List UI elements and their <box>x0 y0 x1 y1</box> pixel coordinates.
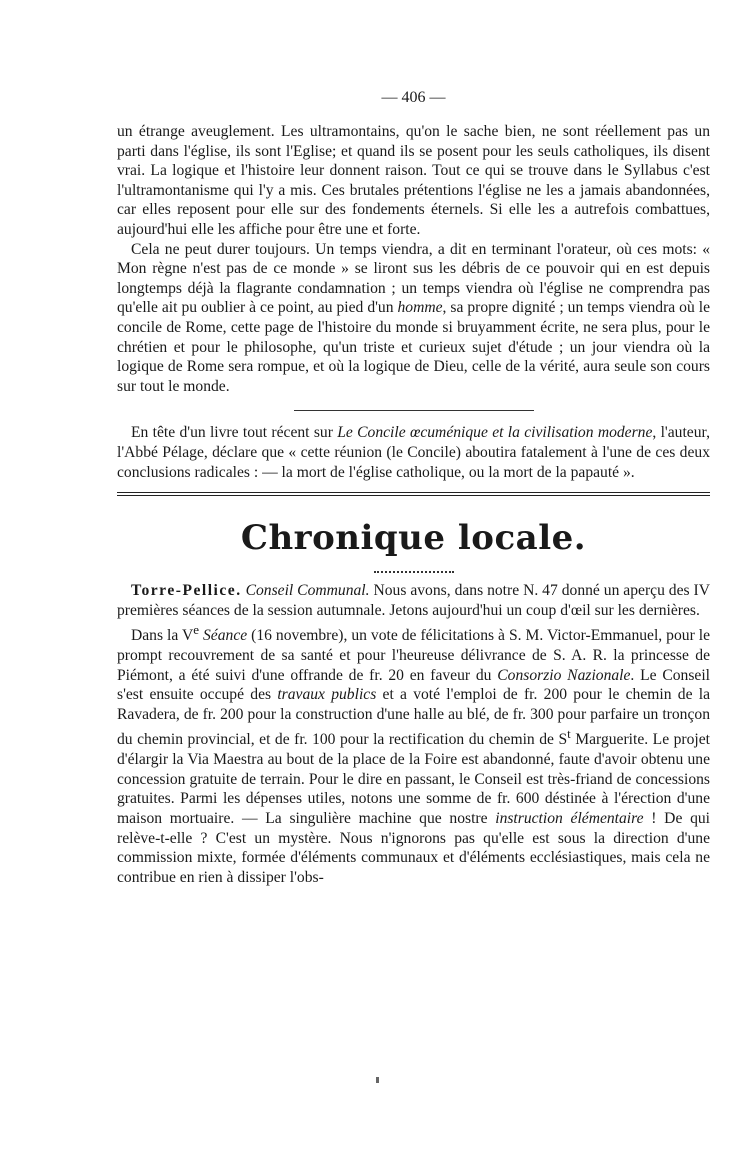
text-run: et a voté l'emploi de fr. 200 pour le chemin de la Ravadera, de fr. 200 pour la construction d'une halle au blé, de fr. 300 pour parfaire un tronçon du chemin provincial, et de fr. 100 pour la rectification du chemin de S <box>117 686 711 749</box>
page-number: — 406 — <box>381 89 446 106</box>
superscript: e <box>193 622 200 638</box>
place-name: Torre-Pellice. <box>131 582 242 600</box>
italic-travaux: travaux publics <box>277 686 377 704</box>
italic-instruction: instruction élémentaire <box>495 810 644 827</box>
page-body <box>117 88 710 887</box>
subject-heading: Conseil Communal. <box>245 582 370 600</box>
double-rule-divider <box>117 492 710 496</box>
text-run: , sa propre dignité ; un temps viendra où le concile de Rome, cette page de l'histoire du monde si bruyamment écrite, ne sera plus, pour le chrétien et pour le philosophe, qu'un triste et curieux sujet d'étude ; un jour viendra où la logique de Rome sera rompue, et où la logique de Dieu, celle de la vérité, aura seule son cours sur tout le monde. <box>117 299 710 395</box>
text-run: , l'auteur, l'Abbé Pélage, déclare que « cette réunion (le Concile) aboutira fatalement à l'une de ces deux conclusions radicales : — la mort de l'église catholique, ou la mort de la papauté ». <box>117 424 710 481</box>
book-title: Le Concile œcuménique et la civilisation moderne <box>337 424 653 442</box>
text-run: (16 novembre), un vote de félicitations à S. M. Victor-Emmanuel, pour le prompt recouvrement de sa santé et pour l'heureuse délivrance de S. A. R. la princesse de Piémont, a été suivi d'une offrande de fr. 20 en faveur du <box>117 627 710 684</box>
paragraph-abbe-pelage <box>117 423 710 482</box>
superscript: t <box>567 726 571 742</box>
ornamental-rule <box>374 566 454 573</box>
italic-word-homme: homme <box>397 299 443 317</box>
text-run: Cela ne peut durer toujours. Un temps viendra, a dit en terminant l'orateur, où ces mots: « Mon règne n'est pas de ce monde » se liront sus les débris de ce pouvoir qui en est depuis longtemps déjà la flagrante condamnation ; un temps viendra où l'église ne comprendra pas qu'elle ait pu oublier à ce point, au pied d'un <box>117 240 710 317</box>
text-run: Nous avons, dans notre N. 47 donné un aperçu des IV premières séances de la session autumnale. Jetons aujourd'hui un coup d'œil sur les dernières. <box>117 582 710 619</box>
paragraph-ultramontains: un étrange aveuglement. Les ultramontains, qu'on le sache bien, ne sont réellement pas un parti dans l'église, ils sont l'Eglise; et quand ils se posent pour les seuls catholiques, ils disent vrai. La logique et l'histoire leur donnent raison. Tout ce qui se trouve dans le Syllabus c'est l'ultramontanisme qui l'y a mis. Ces brutales prétentions l'église ne les a jamais abandonnées, car elles reposent pour elle sur des fondements éternels. Si elle les a autrefois combattues, aujourd'hui elle les affiche pour être une et forte. <box>117 123 710 238</box>
text-run: En tête d'un livre tout récent sur <box>131 424 338 442</box>
paragraph-torre-pellice <box>117 581 710 620</box>
section-title: Chronique locale. <box>240 518 587 559</box>
print-speck <box>376 1077 379 1083</box>
text-run: . Le Conseil s'est ensuite occupé des <box>117 666 710 704</box>
text-run: Marguerite. Le projet d'élargir la Via Maestra au bout de la place de la Foire est abandonné, faute d'avoir obtenu une concession gratuite de terrain. Pour le dire en passant, le Conseil est très-friand de concessions gratuites. Parmi les dépenses utiles, notons une somme de fr. 600 déstinée à l'érection d'une maison mortuaire. — La singulière machine que nostre <box>117 731 711 827</box>
text-run: Dans la V <box>131 627 194 645</box>
separator-rule <box>294 410 534 411</box>
paragraph-temps-viendra <box>117 240 710 397</box>
italic-seance: Séance <box>199 627 248 645</box>
paragraph-seance <box>117 620 710 887</box>
italic-consorzio: Consorzio Nazionale <box>497 666 631 684</box>
text-run: ! De qui relève-t-elle ? C'est un mystère. Nous n'ignorons pas qu'elle est sous la direction d'une commission mixte, formée d'éléments communaux et d'éléments ecclésiastiques, mais cela ne contribue en rien à dissiper l'obs- <box>117 810 710 886</box>
